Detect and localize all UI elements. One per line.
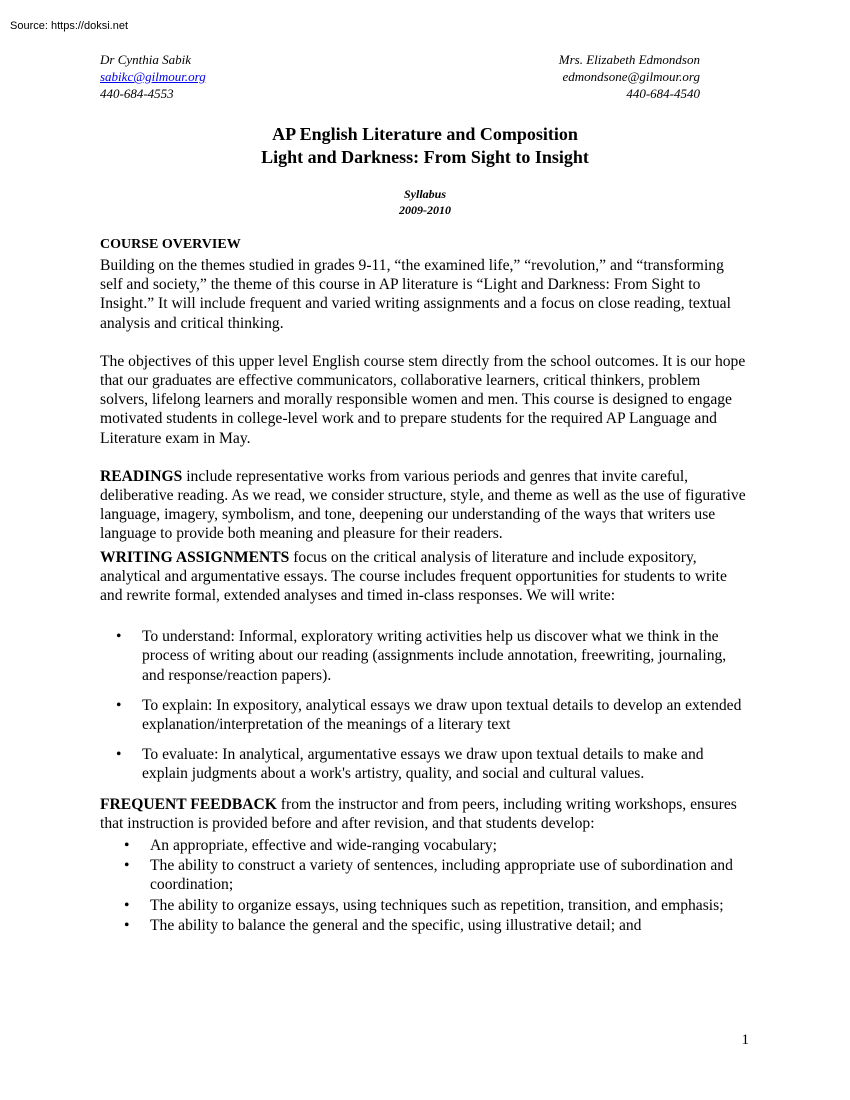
subtitle-syllabus: Syllabus xyxy=(403,187,446,201)
writing-bullet-list xyxy=(100,627,750,783)
document-subtitle xyxy=(0,186,850,218)
course-overview-heading: COURSE OVERVIEW xyxy=(100,237,241,252)
list-item xyxy=(100,896,750,915)
title-line-2: Light and Darkness: From Sight to Insight xyxy=(261,147,589,167)
writing-text: focus on the critical analysis of literature and include expository, analytical and argumentative essays. The course includes frequent opportunities for students to write and rewrite formal, extended analyses and timed in-class responses. We will write: xyxy=(100,548,727,605)
feedback-label: FREQUENT FEEDBACK xyxy=(100,795,277,813)
course-overview-paragraph-1: Building on the themes studied in grades 9-11, “the examined life,” “revolution,” and “transforming self and society,” the theme of this course in AP literature is “Light and Darkness: From Sight to Insight.” It will include frequent and varied writing assignments and a focus on close reading, textual analysis and critical thinking. xyxy=(100,257,731,332)
contact-right-name: Mrs. Elizabeth Edmondson xyxy=(558,52,700,67)
document-body xyxy=(100,236,750,936)
feedback-bullet-list xyxy=(100,836,750,935)
readings-paragraph xyxy=(100,467,750,544)
bullet-icon: • xyxy=(116,628,122,646)
list-item xyxy=(100,856,750,894)
readings-label: READINGS xyxy=(100,467,183,485)
list-item xyxy=(100,745,750,783)
list-item-text: To explain: In expository, analytical essays we draw upon textual details to develop an extended explanation/interpretation of the meanings of a literary text xyxy=(142,696,742,734)
contact-right-phone: 440-684-4540 xyxy=(626,86,700,101)
list-item xyxy=(100,696,750,734)
readings-text: include representative works from various periods and genres that invite careful, deliberative reading. As we read, we consider structure, style, and theme as well as the use of figurative language, imagery, symbolism, and tone, deepening our understanding of the ways that writers use language to provide both meaning and pleasure for their readers. xyxy=(100,467,746,543)
contact-left-email-link[interactable]: sabikc@gilmour.org xyxy=(100,69,206,84)
document-title xyxy=(0,123,850,169)
list-item-text: The ability to construct a variety of sentences, including appropriate use of subordination and coordination; xyxy=(150,857,733,894)
list-item-text: The ability to balance the general and the specific, using illustrative detail; and xyxy=(150,916,642,934)
list-item-text: An appropriate, effective and wide-ranging vocabulary; xyxy=(150,837,497,855)
writing-label: WRITING ASSIGNMENTS xyxy=(100,548,290,566)
contact-left-phone: 440-684-4553 xyxy=(100,86,174,101)
bullet-icon: • xyxy=(116,746,122,764)
contact-right-email: edmondsone@gilmour.org xyxy=(562,69,700,84)
bullet-icon: • xyxy=(124,857,130,875)
source-label: Source: https://doksi.net xyxy=(10,20,129,32)
list-item-text: To evaluate: In analytical, argumentative essays we draw upon textual details to make and explain judgments about a work's artistry, quality, and social and cultural values. xyxy=(142,746,704,783)
contact-left-name: Dr Cynthia Sabik xyxy=(100,52,191,67)
list-item xyxy=(100,836,750,855)
bullet-icon: • xyxy=(124,837,130,855)
contact-right xyxy=(559,51,700,102)
list-item xyxy=(100,916,750,935)
writing-paragraph xyxy=(100,548,750,606)
list-item-text: The ability to organize essays, using techniques such as repetition, transition, and emphasis; xyxy=(150,896,724,914)
list-item xyxy=(100,627,750,685)
bullet-icon: • xyxy=(124,896,130,914)
list-item-text: To understand: Informal, exploratory writing activities help us discover what we think in the process of writing about our reading (assignments include annotation, freewriting, journaling, and response/reaction papers). xyxy=(142,628,727,684)
bullet-icon: • xyxy=(116,696,122,714)
title-line-1: AP English Literature and Composition xyxy=(272,124,578,144)
bullet-icon: • xyxy=(124,916,130,934)
subtitle-year: 2009-2010 xyxy=(399,203,451,217)
course-overview-paragraph-2: The objectives of this upper level English course stem directly from the school outcomes. It is our hope that our graduates are effective communicators, collaborative learners, critical thinkers, problem solvers, lifelong learners and morally responsible women and men. This course is designed to engage motivated students in college-level work and to prepare students for the required AP Language and Literature exam in May. xyxy=(100,352,746,447)
page-number: 1 xyxy=(741,1032,749,1048)
contact-left xyxy=(100,51,206,102)
feedback-text: from the instructor and from peers, including writing workshops, ensures that instruction is provided before and after revision, and that students develop: xyxy=(100,795,737,832)
feedback-paragraph xyxy=(100,795,750,833)
